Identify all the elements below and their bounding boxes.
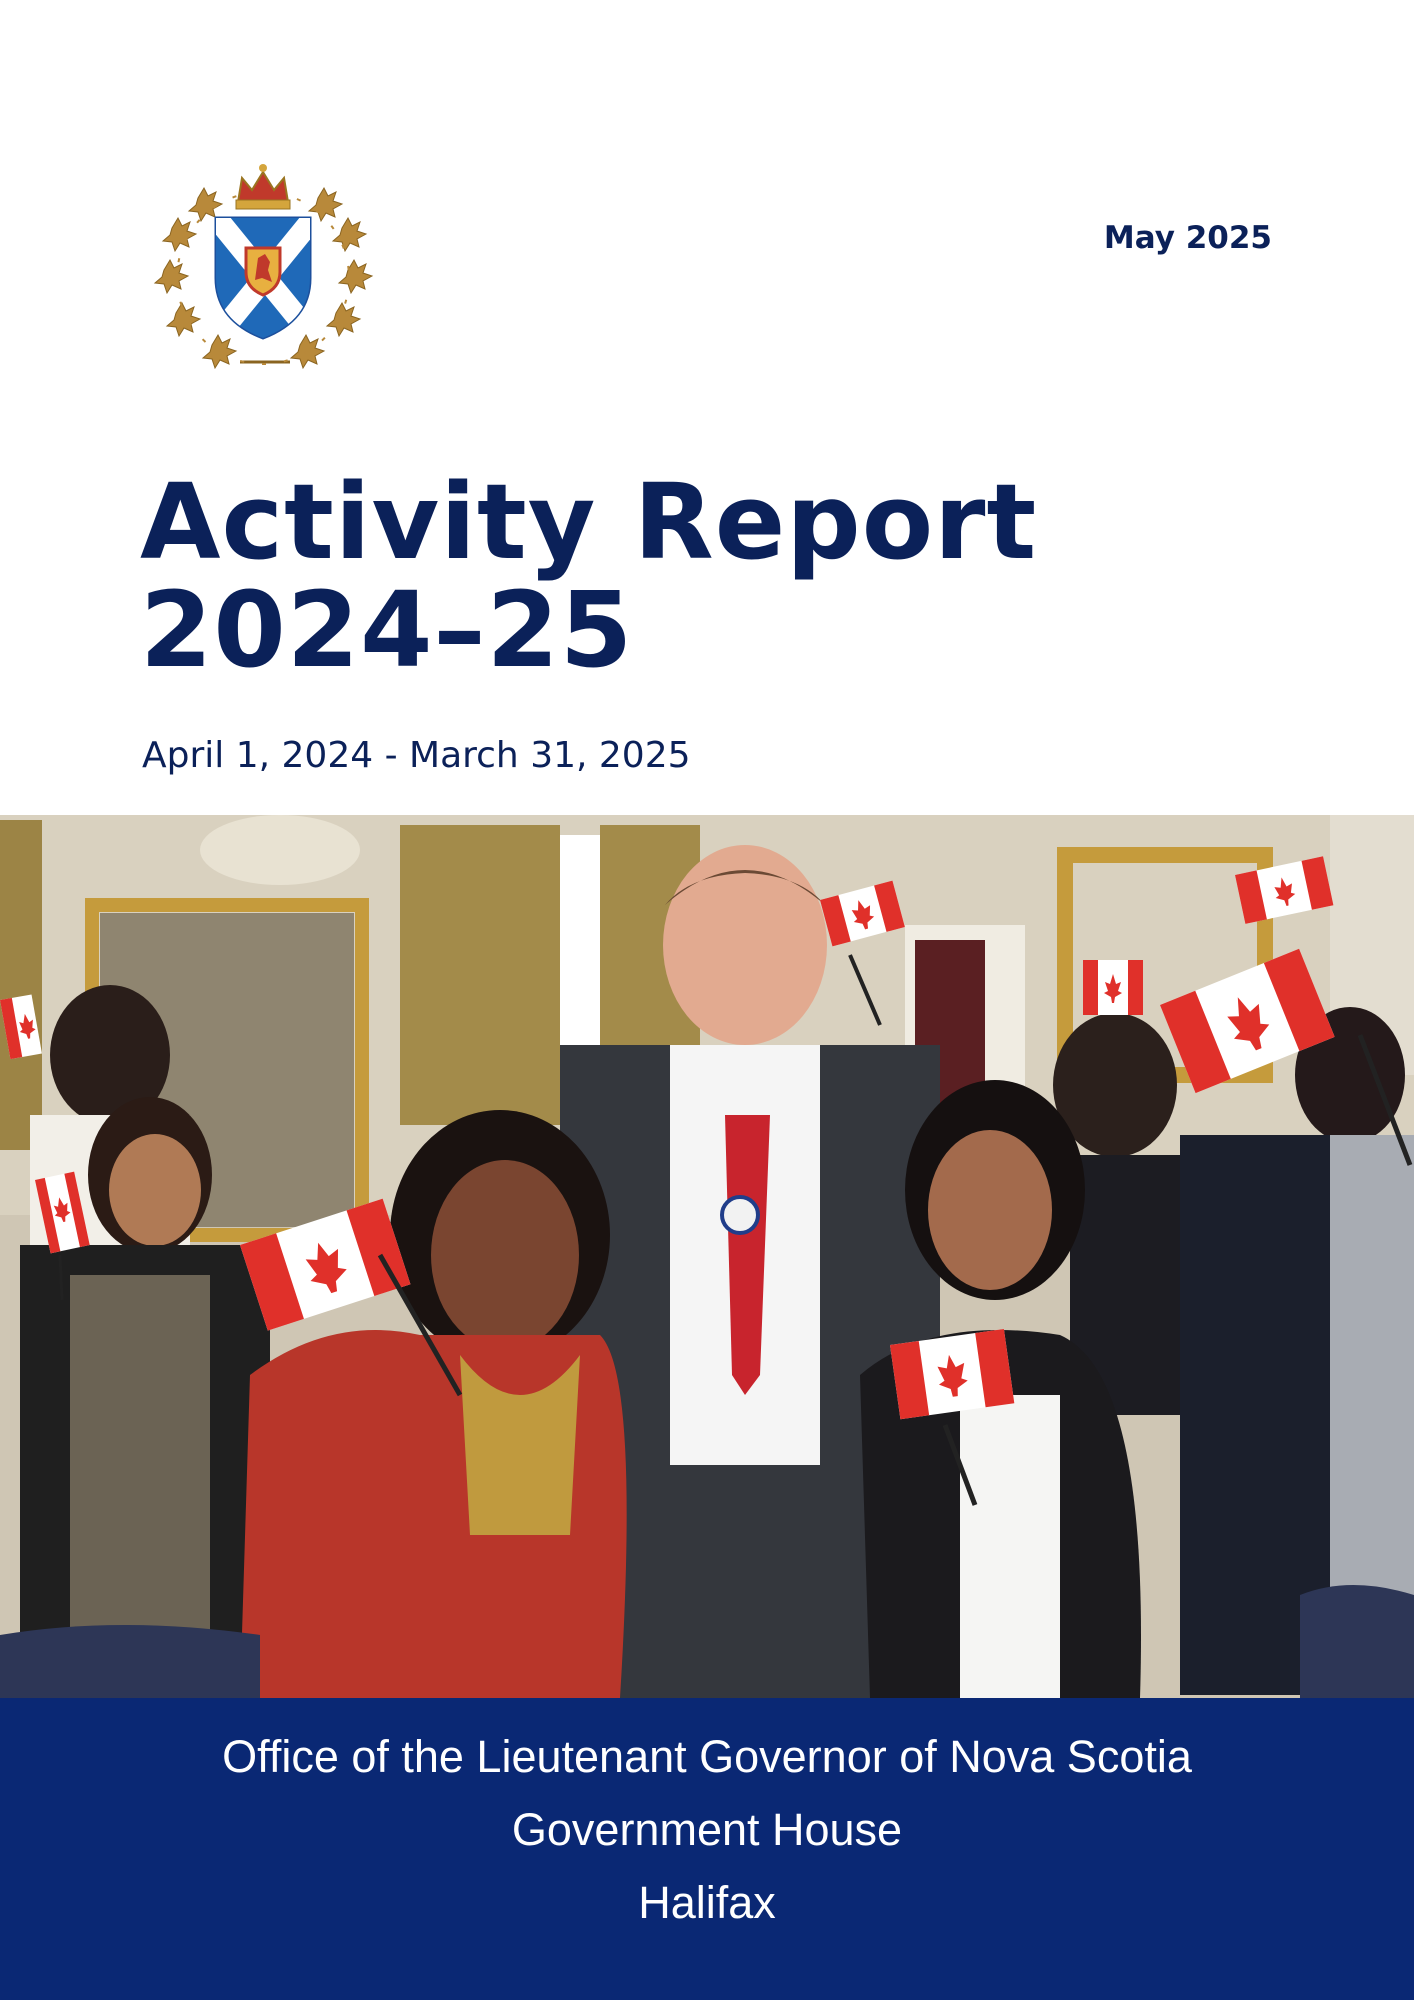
- cover-photo: [0, 815, 1414, 1698]
- publication-date: May 2025: [1103, 220, 1272, 256]
- reporting-period: April 1, 2024 - March 31, 2025: [142, 735, 691, 776]
- report-title-line-2: 2024–25: [140, 569, 634, 691]
- footer-band: [0, 1698, 1414, 2000]
- footer-office-name: Office of the Lieutenant Governor of Nova Scotia: [222, 1731, 1192, 1782]
- footer-city: Halifax: [638, 1877, 776, 1928]
- vice-regal-crest-logo: [150, 150, 380, 380]
- report-title: [140, 461, 1038, 691]
- report-title-line-1: Activity Report: [140, 461, 1038, 583]
- footer-building: Government House: [511, 1804, 903, 1855]
